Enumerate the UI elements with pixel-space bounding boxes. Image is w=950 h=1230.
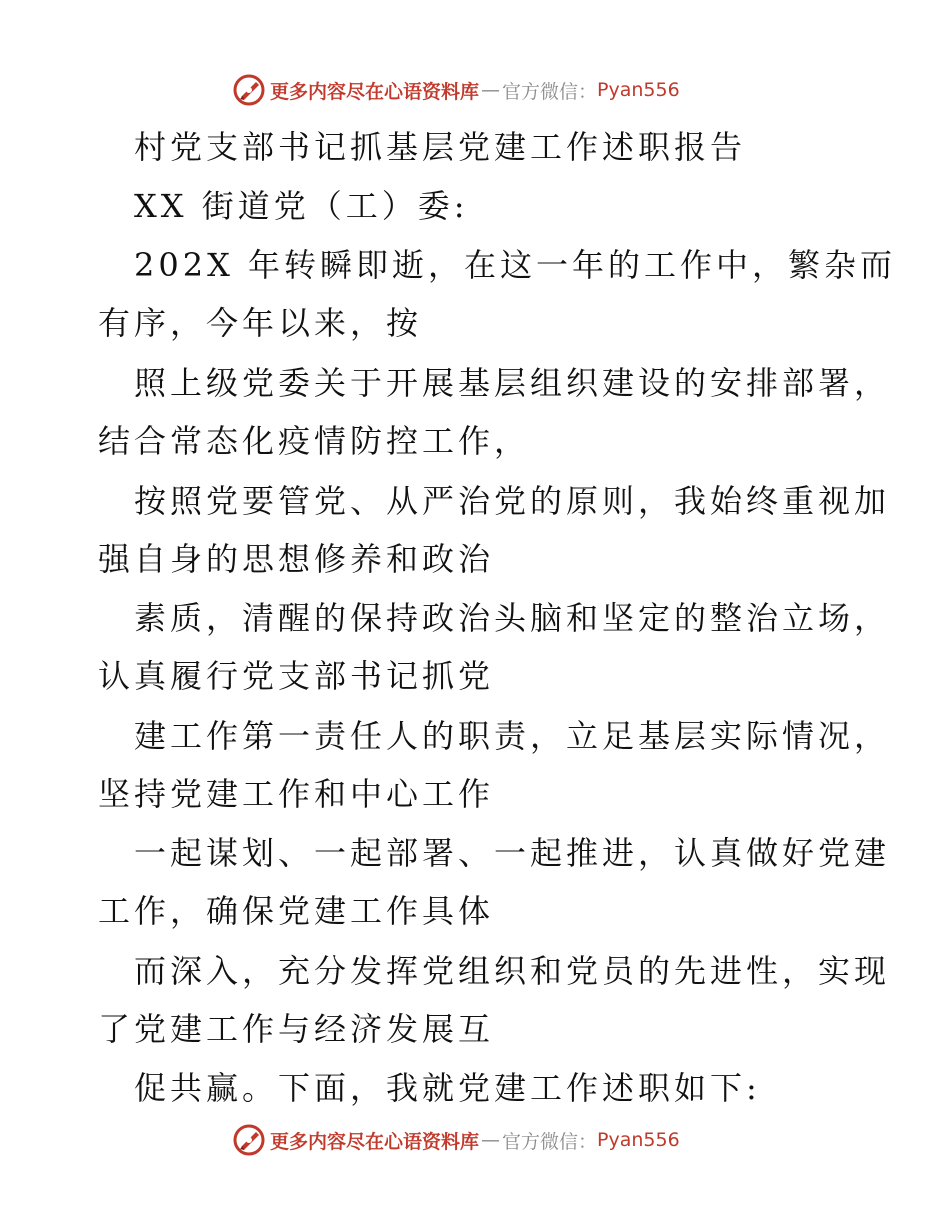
salutation: XX 街道党（工）委:	[134, 187, 469, 225]
document-title: 村党支部书记抓基层党建工作述职报告	[134, 128, 747, 166]
paragraph-line: 结合常态化疫情防控工作，	[98, 422, 531, 460]
brand-logo-icon	[232, 1123, 266, 1157]
paragraph-line: 有序，今年以来，按	[98, 304, 423, 342]
watermark-id: Pyan556	[597, 79, 680, 101]
watermark-text: 更多内容尽在心语资料库	[270, 1130, 480, 1153]
paragraph-line: 一起谋划、一起部署、一起推进，认真做好党建	[134, 834, 891, 872]
paragraph-line: 照上级党委关于开展基层组织建设的安排部署，	[134, 364, 891, 402]
paragraph-line: 而深入，充分发挥党组织和党员的先进性，实现	[134, 952, 891, 990]
watermark-suffix: 官方微信：	[502, 1130, 598, 1153]
paragraph-line: 素质，清醒的保持政治头脑和坚定的整治立场，	[134, 599, 891, 637]
header-watermark	[232, 72, 680, 108]
watermark-dash: —	[481, 79, 501, 101]
footer-watermark	[232, 1122, 680, 1158]
paragraph-line: 促共赢。下面，我就党建工作述职如下:	[134, 1069, 761, 1107]
paragraph-line: 坚持党建工作和中心工作	[98, 775, 495, 813]
paragraph-line: 202X 年转瞬即逝，在这一年的工作中，繁杂而	[134, 246, 897, 284]
watermark-text: 更多内容尽在心语资料库	[270, 80, 480, 103]
watermark-dash: —	[481, 1129, 501, 1151]
paragraph-line: 建工作第一责任人的职责，立足基层实际情况，	[134, 717, 891, 755]
paragraph-line: 认真履行党支部书记抓党	[98, 657, 495, 695]
paragraph-line: 工作，确保党建工作具体	[98, 892, 495, 930]
watermark-id: Pyan556	[597, 1129, 680, 1151]
watermark-suffix: 官方微信：	[502, 80, 598, 103]
brand-logo-icon	[232, 73, 266, 107]
paragraph-line: 了党建工作与经济发展互	[98, 1010, 495, 1048]
paragraph-line: 按照党要管党、从严治党的原则，我始终重视加	[134, 482, 891, 520]
paragraph-line: 强自身的思想修养和政治	[98, 540, 495, 578]
